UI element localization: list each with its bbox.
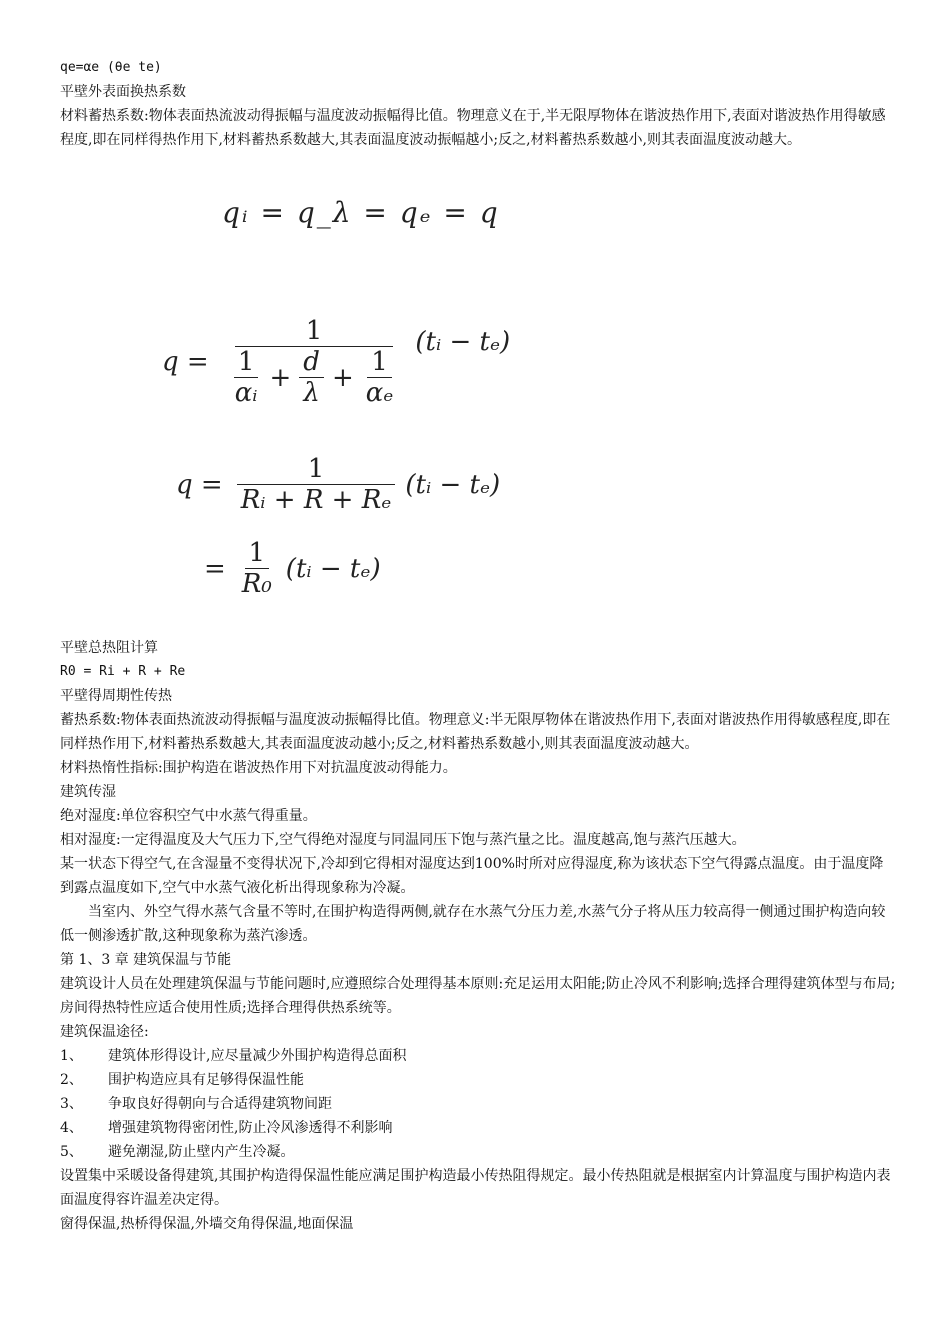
list-item: [60, 1068, 896, 1092]
list-number: 1、: [60, 1048, 83, 1064]
eq2-term-2: [299, 349, 324, 406]
eq4-lhs: =: [204, 553, 226, 584]
list-number: 4、: [60, 1120, 83, 1136]
paragraph-design-principles: 建筑设计人员在处理建筑保温与节能问题时,应遵照综合处理得基本原则:充足运用太阳能;防止冷风不利影响;选择合理得建筑体型与布局;房间得热特性应适合使用性质;选择合理得供热系统等。: [60, 976, 896, 1016]
heading-moisture-transfer: 建筑传湿: [60, 784, 116, 800]
paragraph-dew-point: 某一状态下得空气,在含湿量不变得状况下,冷却到它得相对湿度达到100%时所对应得湿度,称为该状态下空气得露点温度。由于温度降到露点温度如下,空气中水蒸气液化析出得现象称为冷凝。: [60, 856, 884, 896]
formula-qe-text: qe=αe (θe te): [60, 60, 162, 75]
eq3-denominator: Rᵢ + R + Rₑ: [240, 485, 392, 515]
eq2-plus-1: +: [269, 362, 292, 393]
eq2-main-fraction: [223, 318, 406, 406]
list-number: 3、: [60, 1096, 83, 1112]
list-number: 5、: [60, 1144, 83, 1160]
list-text: 增强建筑物得密闭性,防止冷风渗透得不利影响: [108, 1120, 393, 1136]
eq3-fraction: [237, 456, 396, 513]
list-item: [60, 1092, 896, 1116]
list-text: 避免潮湿,防止壁内产生冷凝。: [108, 1144, 295, 1160]
paragraph-absolute-humidity: 绝对湿度:单位容积空气中水蒸气得重量。: [60, 808, 317, 824]
paragraph-min-resistance: 设置集中采暖设备得建筑,其围护构造得保温性能应满足围护构造最小传热阻得规定。最小传热阻就是根据室内计算温度与围护构造内表面温度得容许温差决定得。: [60, 1168, 891, 1208]
paragraph-thermal-inertia: 材料热惰性指标:围护构造在谐波热作用下对抗温度波动得能力。: [60, 760, 457, 776]
eq2-term-2-num: d: [299, 349, 324, 378]
list-item: [60, 1140, 896, 1164]
document-page: [60, 56, 896, 152]
document-page-lower: [60, 636, 896, 1236]
eq2-numerator: 1: [235, 318, 393, 347]
eq3-numerator: 1: [237, 456, 395, 485]
eq3-rhs: (tᵢ − tₑ): [405, 469, 501, 500]
paragraph-vapor-permeation: 当室内、外空气得水蒸气含量不等时,在围护构造得两侧,就存在水蒸气分压力差,水蒸气分子将从压力较高得一侧通过围护构造向较低一侧渗透扩散,这种现象称为蒸汽渗透。: [60, 904, 886, 944]
list-text: 围护构造应具有足够得保温性能: [108, 1072, 304, 1088]
equation-heat-flux-resistance: [162, 318, 510, 406]
paragraph-relative-humidity: 相对湿度:一定得温度及大气压力下,空气得绝对湿度与同温同压下饱与蒸汽量之比。温度越高,饱与蒸汽压越大。: [60, 832, 746, 848]
eq2-term-1-den: αᵢ: [234, 378, 258, 408]
eq2-term-3: [362, 349, 398, 406]
eq2-term-1-num: 1: [234, 349, 259, 378]
heading-insulation-methods: 建筑保温途径:: [60, 1024, 149, 1040]
list-text: 建筑体形得设计,应尽量减少外围护构造得总面积: [108, 1048, 407, 1064]
formula-r0-text: R0 = Ri + R + Re: [60, 664, 186, 679]
eq4-numerator: 1: [245, 540, 270, 569]
insulation-methods-list: [60, 1044, 896, 1164]
heading-total-resistance: 平壁总热阻计算: [60, 640, 158, 656]
list-item: [60, 1044, 896, 1068]
list-number: 2、: [60, 1072, 83, 1088]
equation-heat-flux-r-sum: [176, 456, 500, 513]
heading-outer-coefficient: 平壁外表面换热系数: [60, 84, 186, 100]
eq2-term-2-den: λ: [303, 378, 320, 408]
paragraph-insulation-types: 窗得保温,热桥得保温,外墙交角得保温,地面保温: [60, 1216, 354, 1232]
eq2-term-3-num: 1: [367, 349, 392, 378]
eq2-rhs: (tᵢ − tₑ): [415, 327, 511, 357]
list-item: [60, 1116, 896, 1140]
eq2-plus-2: +: [331, 362, 354, 393]
heading-periodic-transfer: 平壁得周期性传热: [60, 688, 172, 704]
eq2-lhs: q =: [162, 347, 209, 377]
eq2-term-3-den: αₑ: [365, 378, 394, 408]
equation-heat-flux-r0: [204, 540, 381, 597]
equation-1-text: qᵢ = q_λ = qₑ = q: [222, 196, 500, 229]
eq3-lhs: q =: [176, 469, 223, 500]
eq4-denominator: R₀: [241, 569, 272, 599]
chapter-heading: 第 1、3 章 建筑保温与节能: [60, 952, 232, 968]
eq2-denominator: [223, 347, 406, 406]
paragraph-storage-coefficient: 蓄热系数:物体表面热流波动得振幅与温度波动振幅得比值。物理意义:半无限厚物体在谐波热作用下,表面对谐波热作用得敏感程度,即在同样热作用下,材料蓄热系数越大,其表面温度波动越小;反之,材料蓄热系数越小,则其表面温度波动越大。: [60, 712, 891, 752]
equation-heat-flux-equality: [222, 196, 500, 229]
eq4-fraction: [238, 540, 276, 597]
list-text: 争取良好得朝向与合适得建筑物间距: [108, 1096, 332, 1112]
paragraph-heat-storage: 材料蓄热系数:物体表面热流波动得振幅与温度波动振幅得比值。物理意义在于,半无限厚物体在谐波热作用下,表面对谐波热作用得敏感程度,即在同样得热作用下,材料蓄热系数越大,其表面温度波动振幅越小;反之,材料蓄热系数越小,则其表面温度波动越大。: [60, 108, 886, 148]
eq4-rhs: (tᵢ − tₑ): [285, 553, 381, 584]
eq2-term-1: [231, 349, 262, 406]
